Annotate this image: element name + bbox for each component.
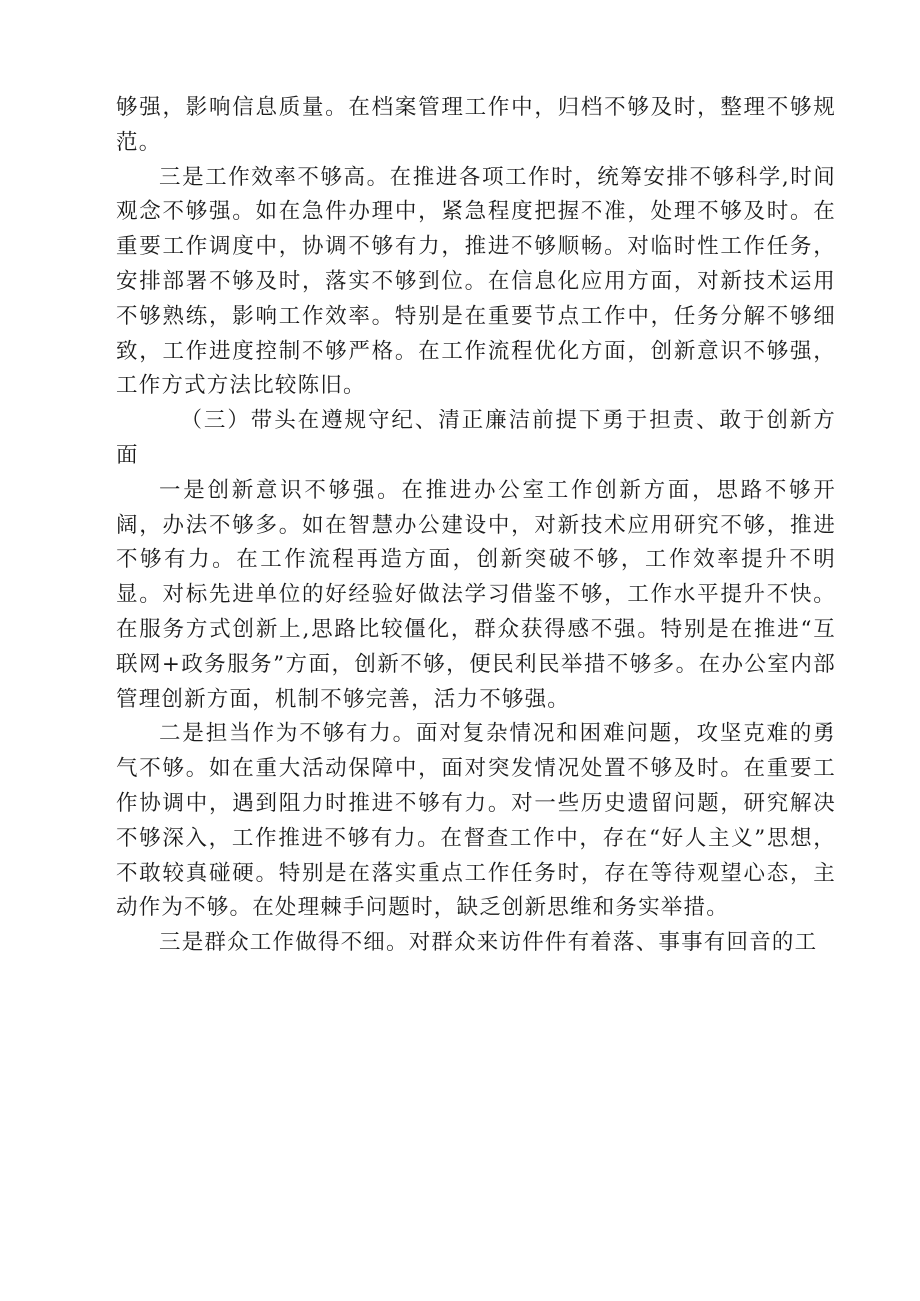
paragraph-responsibility: 二是担当作为不够有力。面对复杂情况和困难问题，攻坚克难的勇气不够。如在重大活动保障中，面对突发情况处置不够及时。在重要工作协调中，遇到阻力时推进不够有力。对一些历史遗留问题，研究解决不够深入，工作推进不够有力。在督查工作中，存在“好人主义”思想，不敢较真碰硬。特别是在落实重点工作任务时，存在等待观望心态，主动作为不够。在处理棘手问题时，缺乏创新思维和务实举措。 bbox=[116, 721, 836, 921]
paragraph-mass-work: 三是群众工作做得不细。对群众来访件件有着落、事事有回音的工 bbox=[159, 930, 818, 956]
section-heading-3: （三）带头在遵规守纪、清正廉洁前提下勇于担责、敢于创新方面 bbox=[116, 408, 836, 468]
document-body bbox=[116, 91, 836, 961]
paragraph-innovation: 一是创新意识不够强。在推进办公室工作创新方面，思路不够开阔，办法不够多。如在智慧办公建设中，对新技术应用研究不够，推进不够有力。在工作流程再造方面，创新突破不够，工作效率提升不明显。对标先进单位的好经验好做法学习借鉴不够，工作水平提升不快。在服务方式创新上,思路比较僵化，群众获得感不强。特别是在推进“互联网+政务服务”方面，创新不够，便民利民举措不够多。在办公室内部管理创新方面，机制不够完善，活力不够强。 bbox=[116, 477, 836, 712]
paragraph-work-efficiency: 三是工作效率不够高。在推进各项工作时，统筹安排不够科学,时间观念不够强。如在急件办理中，紧急程度把握不准，处理不够及时。在重要工作调度中，协调不够有力，推进不够顺畅。对临时性工作任务，安排部署不够及时，落实不够到位。在信息化应用方面，对新技术运用不够熟练，影响工作效率。特别是在重要节点工作中，任务分解不够细致，工作进度控制不够严格。在工作流程优化方面，创新意识不够强，工作方式方法比较陈旧。 bbox=[116, 164, 836, 399]
paragraph-continuation: 够强，影响信息质量。在档案管理工作中，归档不够及时，整理不够规范。 bbox=[116, 95, 836, 155]
